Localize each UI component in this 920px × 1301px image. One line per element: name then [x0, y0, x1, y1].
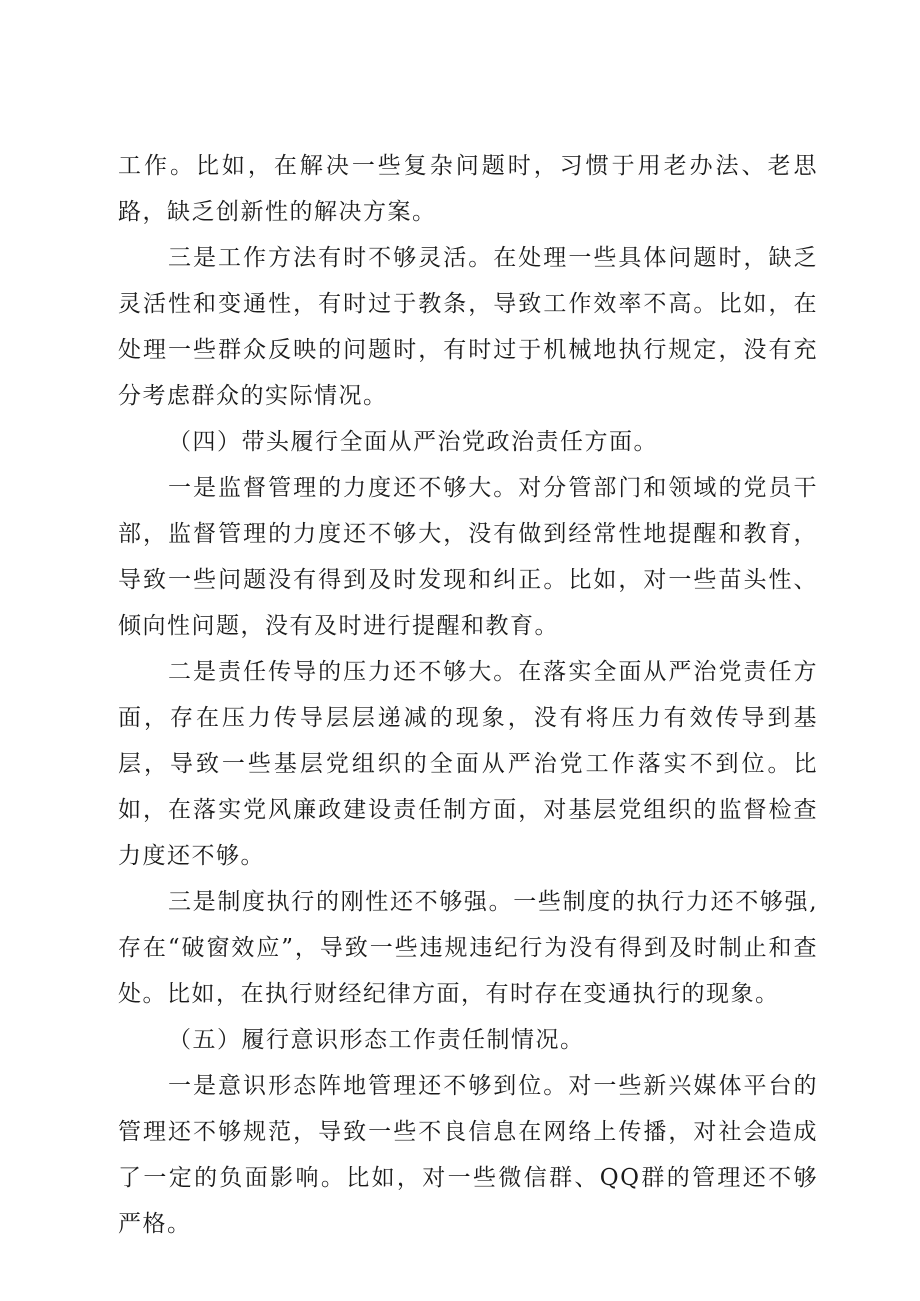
paragraph-work-method: 三是工作方法有时不够灵活。在处理一些具体问题时，缺乏灵活性和变通性，有时过于教条，导致工作效率不高。比如，在处理一些群众反映的问题时，有时过于机械地执行规定，没有充分考虑群众的实际情况。	[118, 245, 818, 409]
section-heading-5: （五）履行意识形态工作责任制情况。	[168, 1027, 585, 1053]
paragraph-system-execution: 三是制度执行的刚性还不够强。一些制度的执行力还不够强,存在“破窗效应”，导致一些违规违纪行为没有得到及时制止和查处。比如，在执行财经纪律方面，有时存在变通执行的现象。	[118, 889, 818, 1007]
paragraph-ideology: 一是意识形态阵地管理还不够到位。对一些新兴媒体平台的管理还不够规范，导致一些不良信息在网络上传播，对社会造成了一定的负面影响。比如，对一些微信群、QQ群的管理还不够严格。	[118, 1073, 818, 1237]
paragraph-continuation: 工作。比如，在解决一些复杂问题时，习惯于用老办法、老思路，缺乏创新性的解决方案。	[118, 153, 818, 225]
paragraph-responsibility: 二是责任传导的压力还不够大。在落实全面从严治党责任方面，存在压力传导层层递减的现象，没有将压力有效传导到基层，导致一些基层党组织的全面从严治党工作落实不到位。比如，在落实党风廉政建设责任制方面，对基层党组织的监督检查力度还不够。	[118, 659, 818, 869]
section-heading-4: （四）带头履行全面从严治党政治责任方面。	[168, 429, 658, 455]
document-body	[118, 143, 818, 1247]
paragraph-supervision: 一是监督管理的力度还不够大。对分管部门和领域的党员干部，监督管理的力度还不够大，没有做到经常性地提醒和教育，导致一些问题没有得到及时发现和纠正。比如，对一些苗头性、倾向性问题，没有及时进行提醒和教育。	[118, 475, 818, 639]
